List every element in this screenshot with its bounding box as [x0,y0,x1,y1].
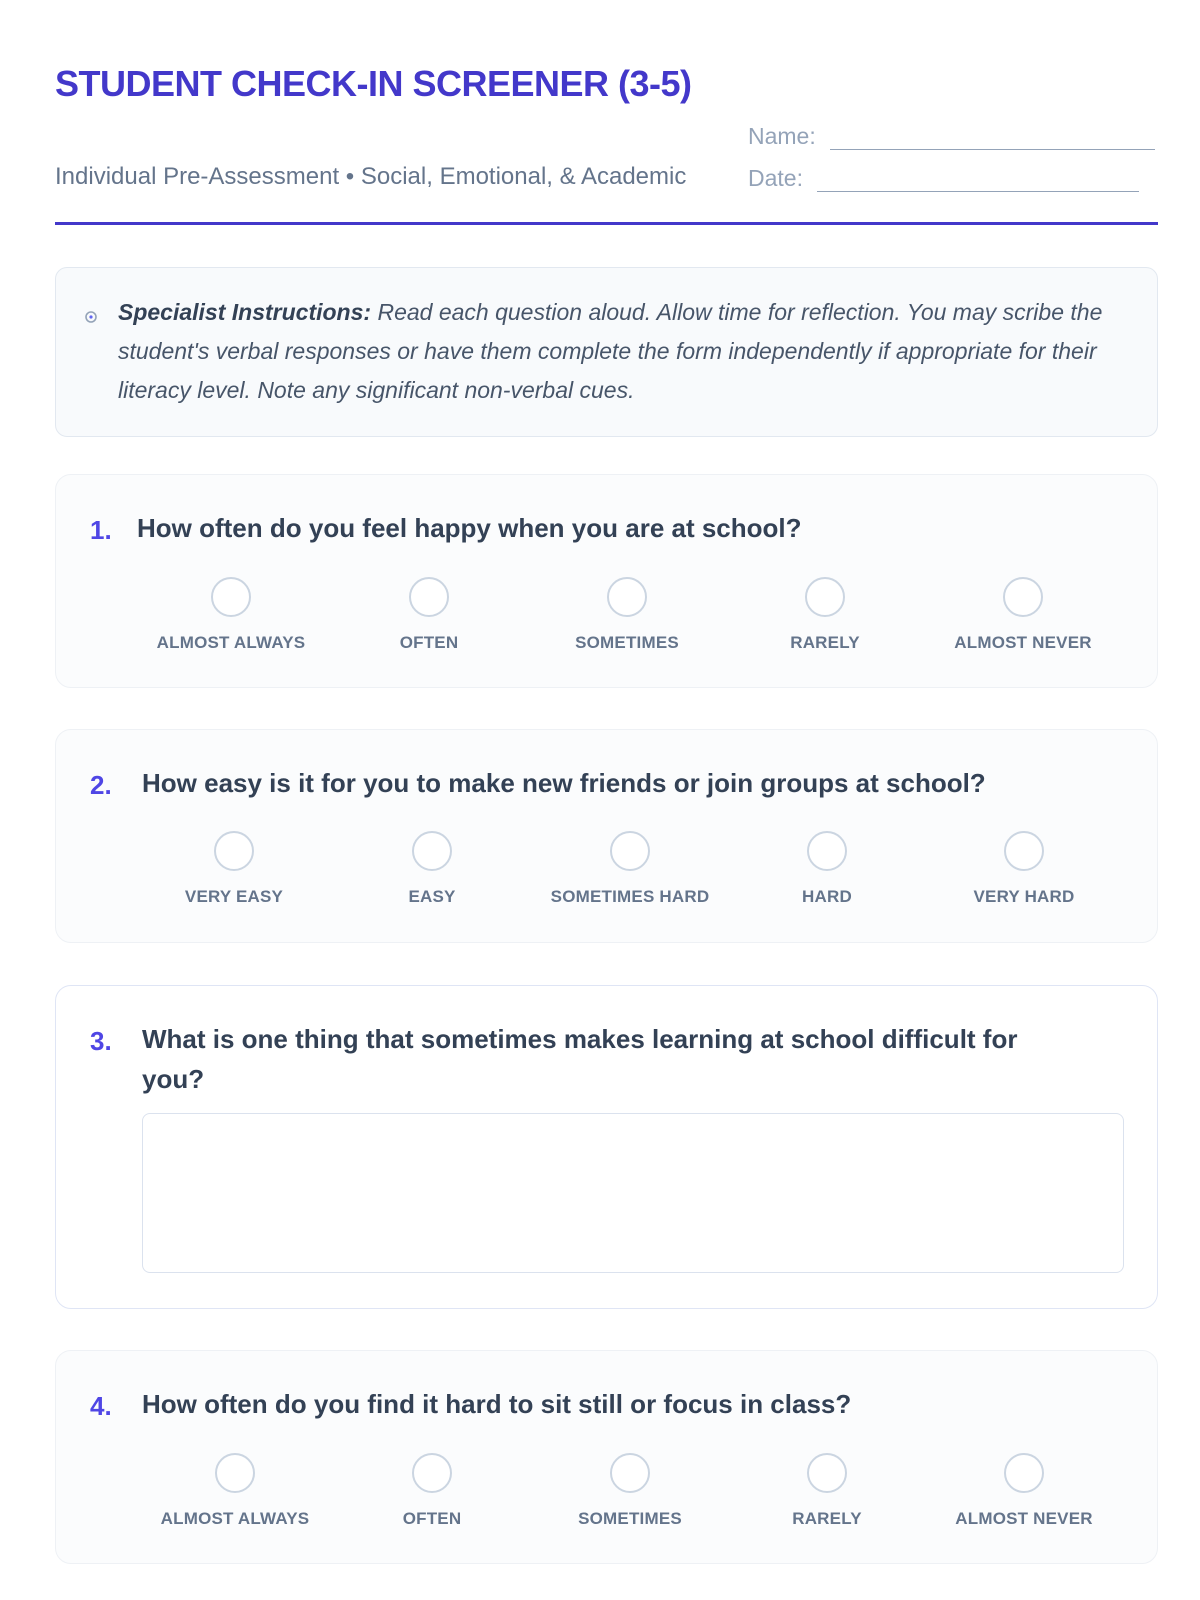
option-hard[interactable] [737,831,917,907]
option-label: EASY [408,887,456,906]
name-label: Name: [748,123,816,149]
question-text: How easy is it for you to make new friends or join groups at school? [142,768,986,798]
instructions-box [55,267,1158,437]
page-title: STUDENT CHECK-IN SCREENER (3-5) [55,63,692,104]
option-label: ALMOST NEVER [954,633,1092,652]
question-number: 3. [90,1026,112,1056]
instructions-label: Specialist Instructions: [118,299,372,325]
option-label: ALMOST ALWAYS [160,1509,310,1528]
radio-button[interactable] [807,1453,847,1493]
form-header [55,55,1158,225]
radio-button[interactable] [215,1453,255,1493]
question-card-4 [55,1350,1158,1564]
option-label: RARELY [790,633,860,652]
option-rarely[interactable] [737,1453,917,1529]
option-often[interactable] [339,577,519,653]
option-almost-always[interactable] [141,577,321,653]
option-label: RARELY [792,1509,862,1528]
option-label: HARD [802,887,852,906]
question-number: 4. [90,1391,112,1421]
radio-button[interactable] [610,1453,650,1493]
info-icon [84,310,98,324]
option-rarely[interactable] [735,577,915,653]
option-label: SOMETIMES [578,1509,682,1528]
radio-button[interactable] [214,831,254,871]
option-almost-never[interactable] [933,577,1113,653]
question-card-2 [55,729,1158,943]
option-sometimes[interactable] [540,1453,720,1529]
date-row [748,165,1139,192]
radio-button[interactable] [805,577,845,617]
answer-textarea[interactable] [142,1113,1124,1273]
question-text: How often do you feel happy when you are at school? [137,513,802,543]
option-often[interactable] [342,1453,522,1529]
option-label: SOMETIMES [575,633,679,652]
radio-button[interactable] [1003,577,1043,617]
option-very-hard[interactable] [934,831,1114,907]
question-number: 1. [90,515,112,545]
option-label: SOMETIMES HARD [550,887,710,906]
option-sometimes-hard[interactable] [540,831,720,907]
instructions-body: Read each question aloud. Allow time for reflection. You may scribe the student's verbal responses or have them complete the form independently if appropriate for their literacy level. Note any significant non-verbal cues. [118,299,1103,403]
radio-button[interactable] [607,577,647,617]
option-label: VERY EASY [184,887,284,906]
option-label: VERY HARD [973,887,1075,906]
question-card-3 [55,985,1158,1309]
radio-button[interactable] [412,1453,452,1493]
option-label: OFTEN [399,633,459,652]
question-text: What is one thing that sometimes makes learning at school difficult for you? [142,1024,1018,1094]
radio-button[interactable] [610,831,650,871]
name-row [748,123,1155,150]
page-subtitle: Individual Pre-Assessment • Social, Emotional, & Academic [55,163,687,190]
date-field[interactable] [817,166,1139,192]
radio-button[interactable] [807,831,847,871]
option-label: ALMOST NEVER [955,1509,1093,1528]
option-very-easy[interactable] [144,831,324,907]
option-easy[interactable] [342,831,522,907]
radio-button[interactable] [1004,831,1044,871]
name-field[interactable] [830,124,1155,150]
option-almost-always[interactable] [145,1453,325,1529]
option-almost-never[interactable] [934,1453,1114,1529]
question-card-1 [55,474,1158,688]
date-label: Date: [748,165,803,191]
radio-button[interactable] [1004,1453,1044,1493]
radio-button[interactable] [211,577,251,617]
question-number: 2. [90,770,112,800]
option-label: OFTEN [402,1509,462,1528]
instructions-text [118,293,1118,410]
radio-button[interactable] [412,831,452,871]
radio-button[interactable] [409,577,449,617]
question-text: How often do you find it hard to sit still or focus in class? [142,1389,852,1419]
option-sometimes[interactable] [537,577,717,653]
option-label: ALMOST ALWAYS [156,633,306,652]
